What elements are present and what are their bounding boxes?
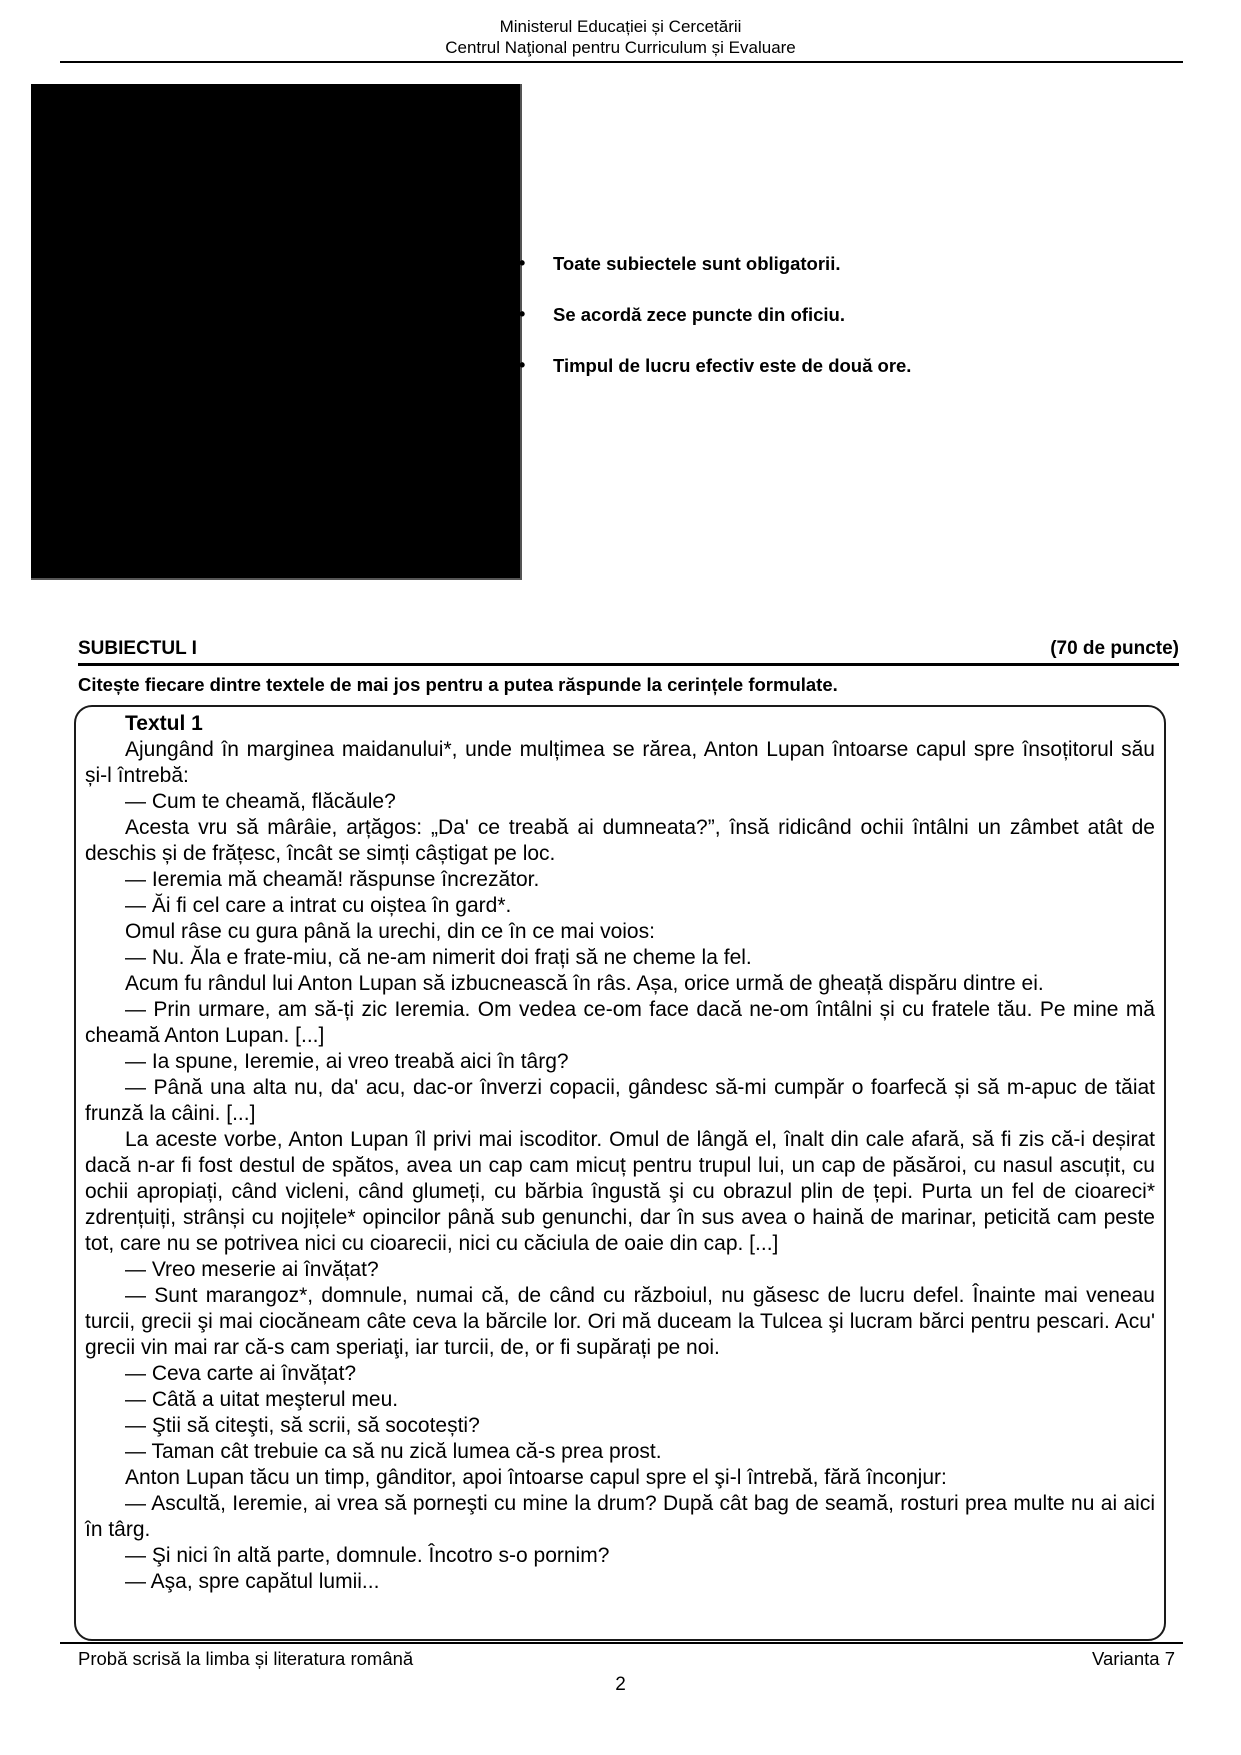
footer-divider	[60, 1642, 1183, 1644]
paragraph: — Sunt marangoz*, domnule, numai că, de când cu războiul, nu găsesc de lucru defel. Înainte mai veneau turcii, grecii şi mai ciocăneam câte ceva la bărcile lor. Ori mă duceam la Tulcea şi lucram bărci pentru pescari. Acu' grecii vin mai rar că-s cam speriaţi, iar turcii, de, or fi supărați pe noi.	[85, 1284, 1155, 1359]
page-number: 2	[615, 1674, 626, 1695]
subject-heading-row	[78, 638, 1179, 666]
page-header	[0, 16, 1241, 58]
paragraph: Ajungând în marginea maidanului*, unde mulțimea se rărea, Anton Lupan întoarse capul spre însoțitorul său și-l întrebă:	[85, 738, 1155, 787]
footer-exam-name: Probă scrisă la limba și literatura română	[78, 1648, 414, 1669]
paragraph: — Taman cât trebuie ca să nu zică lumea că-s prea prost.	[125, 1440, 662, 1463]
paragraph: — Ştii să citeşti, să scrii, să socotești?	[125, 1414, 480, 1437]
paragraph: — Ieremia mă cheamă! răspunse încrezător.	[125, 868, 540, 891]
paragraph: — Câtă a uitat meşterul meu.	[125, 1388, 399, 1411]
page-footer	[78, 1648, 1175, 1670]
bullet-dot-icon: •	[519, 355, 526, 375]
paragraph: Omul râse cu gura până la urechi, din ce în ce mai voios:	[125, 920, 655, 943]
paragraph: Acum fu rândul lui Anton Lupan să izbucnească în râs. Așa, orice urmă de gheață dispăru dintre ei.	[125, 972, 1044, 995]
paragraph: — Prin urmare, am să-ți zic Ieremia. Om vedea ce-om face dacă ne-om întâlni și cu fratele tău. Pe mine mă cheamă Anton Lupan. [...]	[85, 998, 1155, 1047]
text-1-title: Textul 1	[125, 712, 203, 735]
subject-instruction: Citește fiecare dintre textele de mai jos pentru a putea răspunde la cerințele formulate.	[78, 674, 838, 695]
paragraph: Anton Lupan tăcu un timp, gânditor, apoi întoarse capul spre el şi-l întrebă, fără înconjur:	[125, 1466, 947, 1489]
paragraph: La aceste vorbe, Anton Lupan îl privi mai iscoditor. Omul de lângă el, înalt din cale afară, să fi zis că-i deșirat dacă n-ar fi fost destul de spătos, avea un cap cam micuț pentru trupul lui, un cap de păsăroi, cu nasul ascuțit, cu ochii apropiați, când vicleni, când glumeți, cu bărbia îngustă şi cu obrazul plin de țepi. Purta un fel de cioareci* zdrențuiți, strânși cu nojițele* opincilor până sub genunchi, dar în sus avea o haină de marinar, peticită cam peste tot, care nu se potrivea nici cu cioarecii, nici cu căciula de oaie din cap. [...]	[85, 1128, 1155, 1255]
instruction-bullet-text: Se acordă zece puncte din oficiu.	[553, 304, 845, 325]
paragraph: — Ascultă, Ieremie, ai vrea să porneşti cu mine la drum? După cât bag de seamă, rosturi prea multe nu ai aici în târg.	[85, 1492, 1155, 1541]
footer-variant: Varianta 7	[1092, 1648, 1175, 1669]
instruction-bullet-item	[519, 303, 1059, 326]
paragraph: — Vreo meserie ai învățat?	[125, 1258, 379, 1281]
header-line-center: Centrul Naţional pentru Curriculum și Evaluare	[445, 38, 796, 57]
paragraph: — Ceva carte ai învățat?	[125, 1362, 357, 1385]
paragraph: — Nu. Ăla e frate-miu, că ne-am nimerit doi frați să ne cheme la fel.	[125, 946, 752, 969]
header-line-ministry: Ministerul Educației și Cercetării	[499, 17, 742, 36]
instruction-bullet-item	[519, 354, 1059, 377]
exam-instructions-list	[519, 252, 1059, 405]
text-body	[85, 737, 1155, 1595]
subject-points: (70 de puncte)	[1050, 638, 1179, 659]
header-divider	[60, 61, 1183, 63]
instruction-bullet-text: Toate subiectele sunt obligatorii.	[553, 253, 841, 274]
paragraph: — Aşa, spre capătul lumii...	[125, 1570, 380, 1593]
paragraph: — Ăi fi cel care a intrat cu oiștea în gard*.	[125, 894, 512, 917]
bullet-dot-icon: •	[519, 304, 526, 324]
paragraph: — Ia spune, Ieremie, ai vreo treabă aici în târg?	[125, 1050, 569, 1073]
paragraph: Acesta vru să mârâie, arțăgos: „Da' ce treabă ai dumneata?”, însă ridicând ochii întâlni un zâmbet atât de deschis și de frățesc, încât se simți câștigat pe loc.	[85, 816, 1155, 865]
text-1-box	[74, 705, 1166, 1641]
bullet-dot-icon: •	[519, 253, 526, 273]
instruction-bullet-item	[519, 252, 1059, 275]
paragraph: — Până una alta nu, da' acu, dac-or înverzi copacii, gândesc să-mi cumpăr o foarfecă și să m-apuc de tăiat frunză la câini. [...]	[85, 1076, 1155, 1125]
paragraph: — Şi nici în altă parte, domnule. Încotro s-o pornim?	[125, 1544, 610, 1567]
redacted-block	[31, 84, 522, 580]
instruction-bullet-text: Timpul de lucru efectiv este de două ore.	[553, 355, 912, 376]
paragraph: — Cum te cheamă, flăcăule?	[125, 790, 396, 813]
subject-title: SUBIECTUL I	[78, 638, 197, 659]
